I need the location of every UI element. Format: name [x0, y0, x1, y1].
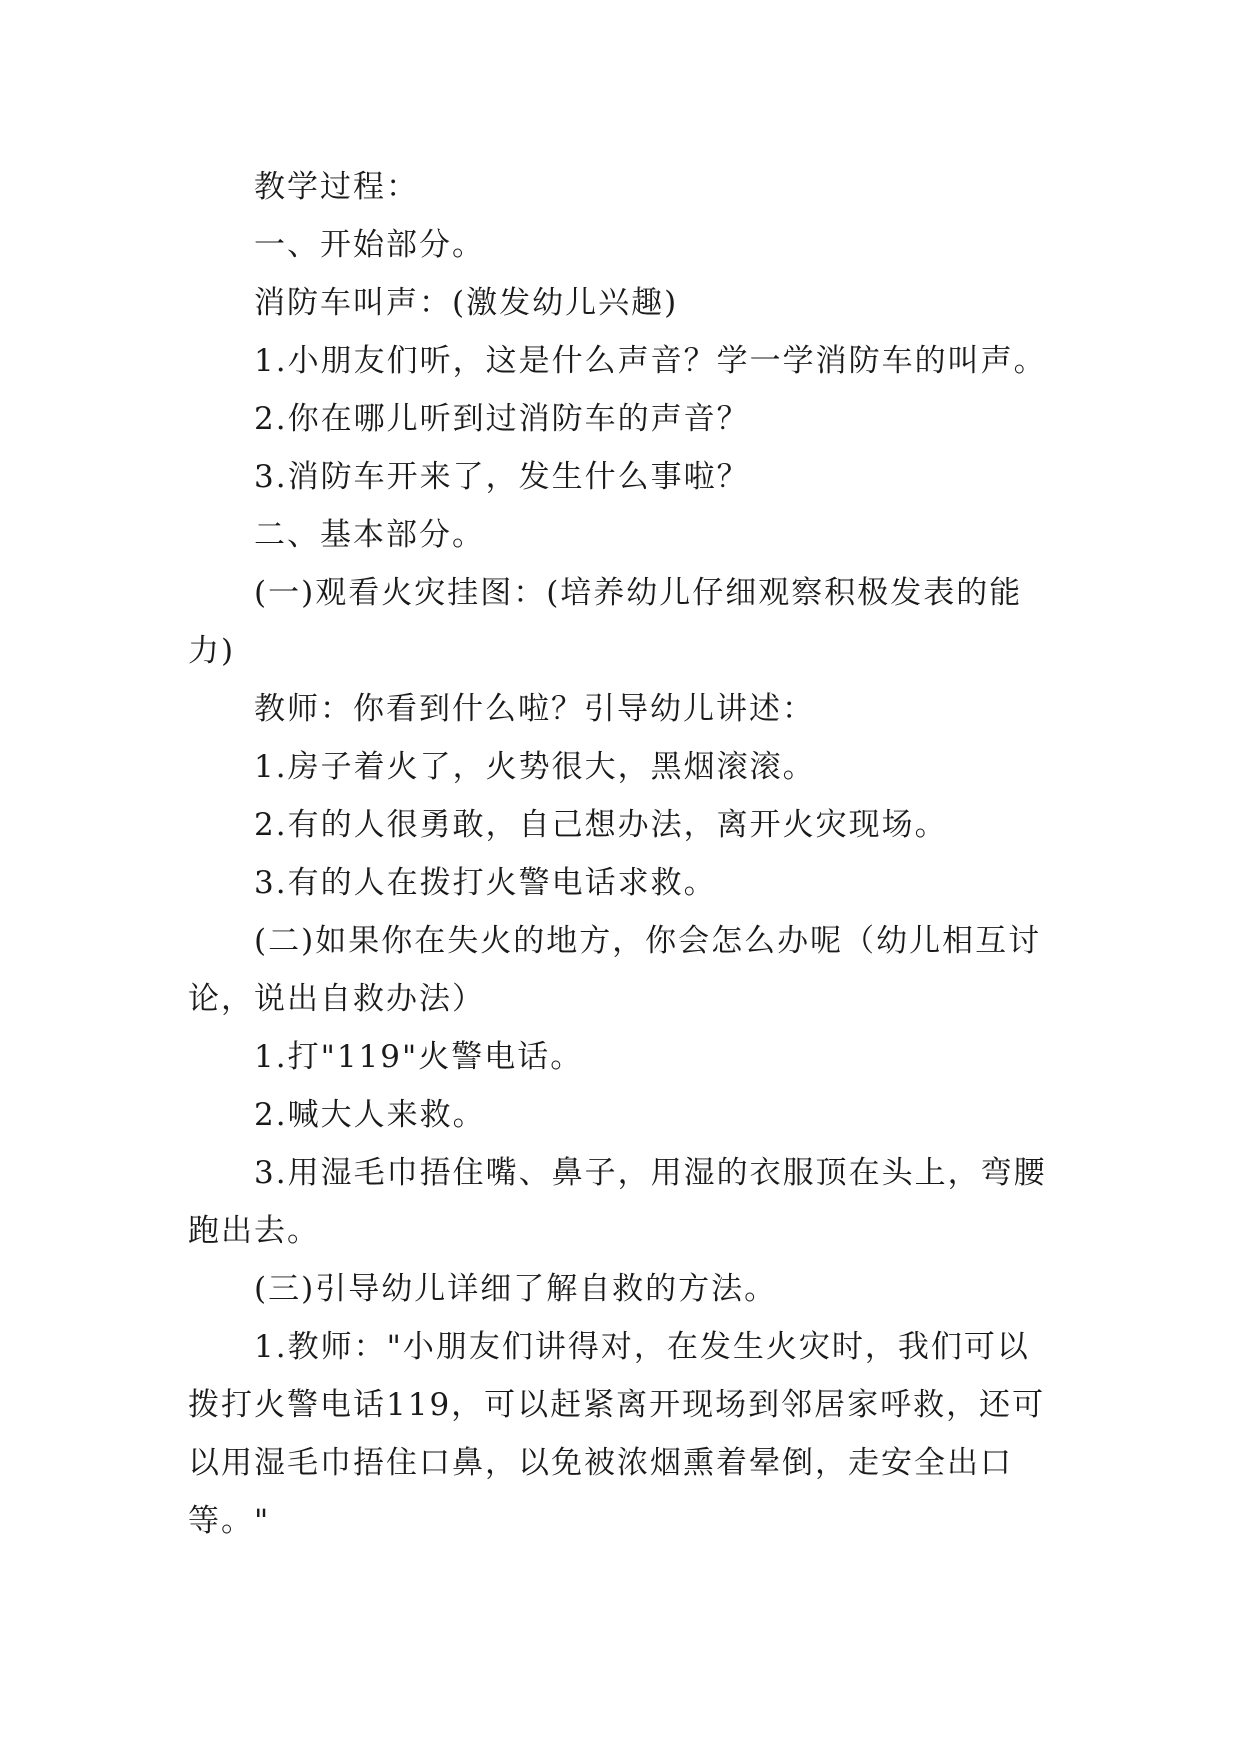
list-item: 2.有的人很勇敢，自己想办法，离开火灾现场。	[254, 807, 948, 843]
section-heading-basic: 二、基本部分。	[254, 517, 485, 553]
section-heading-opening: 一、开始部分。	[254, 227, 485, 263]
document-page	[188, 158, 1058, 1550]
list-item: 2.喊大人来救。	[254, 1097, 486, 1133]
list-item: 1.打"119"火警电话。	[254, 1039, 584, 1075]
subsection-heading: (二)如果你在失火的地方，你会怎么办呢（幼儿相互讨论，说出自救办法）	[188, 923, 1042, 1017]
subsection-heading: (一)观看火灾挂图：(培养幼儿仔细观察积极发表的能力)	[188, 575, 1023, 669]
list-item: 1.房子着火了，火势很大，黑烟滚滚。	[254, 749, 816, 785]
list-item: 3.有的人在拨打火警电话求救。	[254, 865, 717, 901]
list-item: 3.用湿毛巾捂住嘴、鼻子，用湿的衣服顶在头上，弯腰跑出去。	[188, 1155, 1047, 1249]
list-item: 1.小朋友们听，这是什么声音？学一学消防车的叫声。	[254, 343, 1047, 379]
paragraph: 消防车叫声：(激发幼儿兴趣)	[254, 285, 679, 321]
list-item: 3.消防车开来了，发生什么事啦？	[254, 459, 750, 495]
list-item: 1.教师："小朋友们讲得对，在发生火灾时，我们可以拨打火警电话119，可以赶紧离开现场到邻居家呼救，还可以用湿毛巾捂住口鼻，以免被浓烟熏着晕倒，走安全出口等。"	[188, 1329, 1046, 1539]
subsection-heading: (三)引导幼儿详细了解自救的方法。	[254, 1271, 778, 1307]
paragraph: 教师：你看到什么啦？引导幼儿讲述：	[254, 691, 815, 727]
section-heading-process: 教学过程：	[254, 169, 419, 205]
list-item: 2.你在哪儿听到过消防车的声音？	[254, 401, 750, 437]
